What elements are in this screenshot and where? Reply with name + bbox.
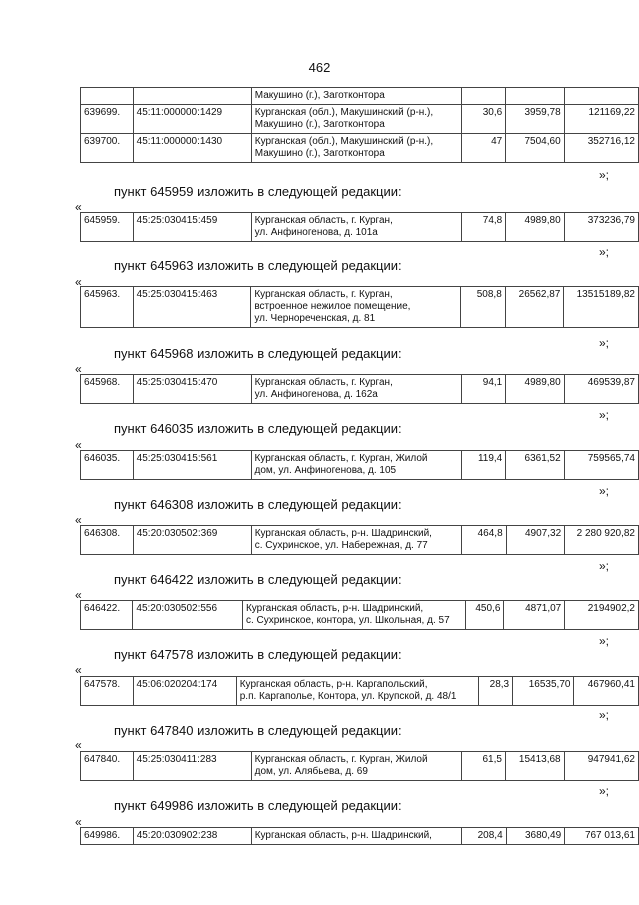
cell-address-line: Курганская область, г. Курган, Жилой — [254, 754, 428, 765]
amendment-table — [80, 600, 639, 630]
table-row — [81, 105, 639, 134]
cell-address — [251, 752, 461, 781]
cell-price: 4989,80 — [506, 375, 564, 404]
cell-cadastral-number — [133, 88, 251, 105]
cell-area: 94,1 — [461, 375, 505, 404]
cell-price: 4989,80 — [506, 213, 564, 242]
cell-address-line: Курганская область, г. Курган, Жилой — [254, 453, 428, 464]
cell-cadastral-number: 45:06:020204:174 — [133, 677, 236, 706]
amendment-table — [80, 751, 639, 781]
cell-address-line: Курганская (обл.), Макушинский (р-н.), — [254, 136, 434, 147]
amendment-instruction: пункт 647578 изложить в следующей редакции: — [114, 647, 402, 662]
closing-quote: »; — [598, 245, 609, 259]
cell-address-line: Макушино (г.), Заготконтора — [254, 119, 385, 130]
cell-item-number: 645963. — [81, 287, 134, 328]
cell-item-number: 645968. — [81, 375, 134, 404]
cell-area: 74,8 — [461, 213, 505, 242]
cell-address-line: Макушино (г.), Заготконтора — [254, 148, 385, 159]
cell-cadastral-number: 45:11:000000:1429 — [133, 105, 251, 134]
cell-cadastral-number: 45:20:030502:369 — [133, 526, 251, 555]
cell-address — [251, 105, 461, 134]
cell-area — [461, 88, 505, 105]
opening-quote: « — [75, 513, 82, 527]
cell-total: 467960,41 — [574, 677, 639, 706]
table-row — [81, 601, 639, 630]
cell-address — [251, 213, 461, 242]
cell-address-line: Курганская область, р-н. Каргапольский, — [239, 679, 428, 690]
table-row — [81, 752, 639, 781]
cell-address-line: Курганская (обл.), Макушинский (р-н.), — [254, 107, 434, 118]
amendment-table — [80, 450, 639, 480]
cell-area: 508,8 — [461, 287, 505, 328]
opening-quote: « — [75, 362, 82, 376]
cell-area: 30,6 — [461, 105, 505, 134]
cell-price: 3680,49 — [506, 828, 565, 845]
cell-cadastral-number: 45:11:000000:1430 — [133, 134, 251, 163]
cell-cadastral-number: 45:25:030415:561 — [133, 451, 251, 480]
cell-price — [506, 88, 564, 105]
cell-item-number: 639699. — [81, 105, 134, 134]
closing-quote: »; — [598, 408, 609, 422]
cell-price: 15413,68 — [505, 752, 564, 781]
amendment-table — [80, 286, 639, 328]
amendment-table — [80, 525, 639, 555]
cell-total: 2194902,2 — [565, 601, 639, 630]
closing-quote: »; — [598, 708, 609, 722]
amendment-table — [80, 827, 639, 845]
cell-address-line: с. Сухринское, ул. Набережная, д. 77 — [254, 540, 428, 551]
cell-address-line: р.п. Каргаполье, Контора, ул. Крупской, д. 48/1 — [239, 691, 457, 702]
cell-address — [242, 601, 465, 630]
opening-quote: « — [75, 588, 82, 602]
cell-area: 61,5 — [461, 752, 505, 781]
cell-total: 469539,87 — [564, 375, 638, 404]
page-number: 462 — [308, 60, 331, 75]
cell-total: 759565,74 — [564, 451, 638, 480]
cell-item-number: 647840. — [81, 752, 134, 781]
amendment-instruction: пункт 647840 изложить в следующей редакции: — [114, 723, 402, 738]
cell-cadastral-number: 45:25:030415:459 — [133, 213, 251, 242]
cell-address-line: с. Сухринское, контора, ул. Школьная, д. 57 — [245, 615, 450, 626]
cell-area: 208,4 — [462, 828, 507, 845]
cell-area: 464,8 — [462, 526, 507, 555]
cell-item-number: 646035. — [81, 451, 134, 480]
amendment-instruction: пункт 645963 изложить в следующей редакции: — [114, 258, 402, 273]
cell-cadastral-number: 45:25:030411:283 — [133, 752, 251, 781]
cell-address-line: Курганская область, г. Курган, — [254, 289, 393, 300]
opening-quote: « — [75, 663, 82, 677]
cell-item-number: 647578. — [81, 677, 134, 706]
cell-item-number: 639700. — [81, 134, 134, 163]
cell-address-line: дом, ул. Алябьева, д. 69 — [254, 766, 368, 777]
cell-total: 947941,62 — [564, 752, 638, 781]
table-row — [81, 677, 639, 706]
table-row — [81, 828, 639, 845]
cell-area: 47 — [461, 134, 505, 163]
cell-cadastral-number: 45:20:030502:556 — [133, 601, 243, 630]
cell-address-line: Курганская область, г. Курган, — [254, 215, 393, 226]
cell-cadastral-number: 45:20:030902:238 — [133, 828, 251, 845]
cell-price: 16535,70 — [513, 677, 574, 706]
cell-total: 767 013,61 — [565, 828, 639, 845]
cell-item-number — [81, 88, 134, 105]
cell-address — [251, 287, 461, 328]
cell-item-number: 646422. — [81, 601, 133, 630]
closing-quote: »; — [598, 336, 609, 350]
cell-total: 2 280 920,82 — [565, 526, 639, 555]
closing-quote: »; — [598, 484, 609, 498]
closing-quote: »; — [598, 634, 609, 648]
table-row — [81, 526, 639, 555]
cell-address — [251, 526, 461, 555]
cell-price: 4907,32 — [506, 526, 565, 555]
cell-total: 352716,12 — [564, 134, 638, 163]
table-row — [81, 88, 639, 105]
cell-cadastral-number: 45:25:030415:470 — [133, 375, 251, 404]
cell-address — [236, 677, 478, 706]
cell-address — [251, 828, 461, 845]
amendment-instruction: пункт 649986 изложить в следующей редакции: — [114, 798, 402, 813]
cell-price: 4871,07 — [504, 601, 565, 630]
cell-total: 121169,22 — [564, 105, 638, 134]
cell-address — [251, 88, 461, 105]
cell-item-number: 645959. — [81, 213, 134, 242]
cell-address — [251, 451, 461, 480]
opening-quote: « — [75, 200, 82, 214]
amendment-instruction: пункт 646422 изложить в следующей редакции: — [114, 572, 402, 587]
cell-address-line: Макушино (г.), Заготконтора — [254, 90, 385, 101]
cell-total — [564, 88, 638, 105]
cell-address-line: Курганская область, р-н. Шадринский, — [245, 603, 424, 614]
table-row — [81, 451, 639, 480]
amendment-table — [80, 212, 639, 242]
closing-quote: »; — [598, 559, 609, 573]
cell-item-number: 649986. — [81, 828, 134, 845]
cell-address — [251, 134, 461, 163]
cell-address-line: ул. Анфиногенова, д. 162а — [254, 389, 378, 400]
opening-quote: « — [75, 438, 82, 452]
amendment-instruction: пункт 646035 изложить в следующей редакции: — [114, 421, 402, 436]
table-row — [81, 134, 639, 163]
cell-price: 3959,78 — [506, 105, 564, 134]
cell-total: 373236,79 — [564, 213, 638, 242]
cell-address-line: встроенное нежилое помещение, — [254, 301, 411, 312]
cell-address-line: ул. Черноречeнская, д. 81 — [254, 313, 376, 324]
cell-address-line: Курганская область, г. Курган, — [254, 377, 393, 388]
closing-quote: »; — [598, 168, 609, 182]
cell-area: 450,6 — [465, 601, 504, 630]
cell-address-line: Курганская область, р-н. Шадринский, — [254, 830, 432, 841]
cell-item-number: 646308. — [81, 526, 134, 555]
cell-address-line: Курганская область, р-н. Шадринский, — [254, 528, 432, 539]
opening-quote: « — [75, 738, 82, 752]
cell-address — [251, 375, 461, 404]
opening-quote: « — [75, 815, 82, 829]
cell-price: 7504,60 — [506, 134, 564, 163]
amendment-instruction: пункт 646308 изложить в следующей редакции: — [114, 497, 402, 512]
amendment-instruction: пункт 645959 изложить в следующей редакции: — [114, 184, 402, 199]
table-row — [81, 375, 639, 404]
amendment-table — [80, 374, 639, 404]
cell-cadastral-number: 45:25:030415:463 — [133, 287, 251, 328]
table-row — [81, 213, 639, 242]
cell-address-line: дом, ул. Анфиногенова, д. 105 — [254, 465, 397, 476]
opening-quote: « — [75, 275, 82, 289]
registry-table — [80, 87, 639, 163]
cell-price: 6361,52 — [506, 451, 564, 480]
table-row — [81, 287, 639, 328]
cell-area: 119,4 — [461, 451, 506, 480]
cell-total: 13515189,82 — [564, 287, 639, 328]
cell-address-line: ул. Анфиногенова, д. 101а — [254, 227, 378, 238]
cell-price: 26562,87 — [505, 287, 564, 328]
amendment-table — [80, 676, 639, 706]
amendment-instruction: пункт 645968 изложить в следующей редакции: — [114, 346, 402, 361]
closing-quote: »; — [598, 784, 609, 798]
cell-area: 28,3 — [478, 677, 513, 706]
